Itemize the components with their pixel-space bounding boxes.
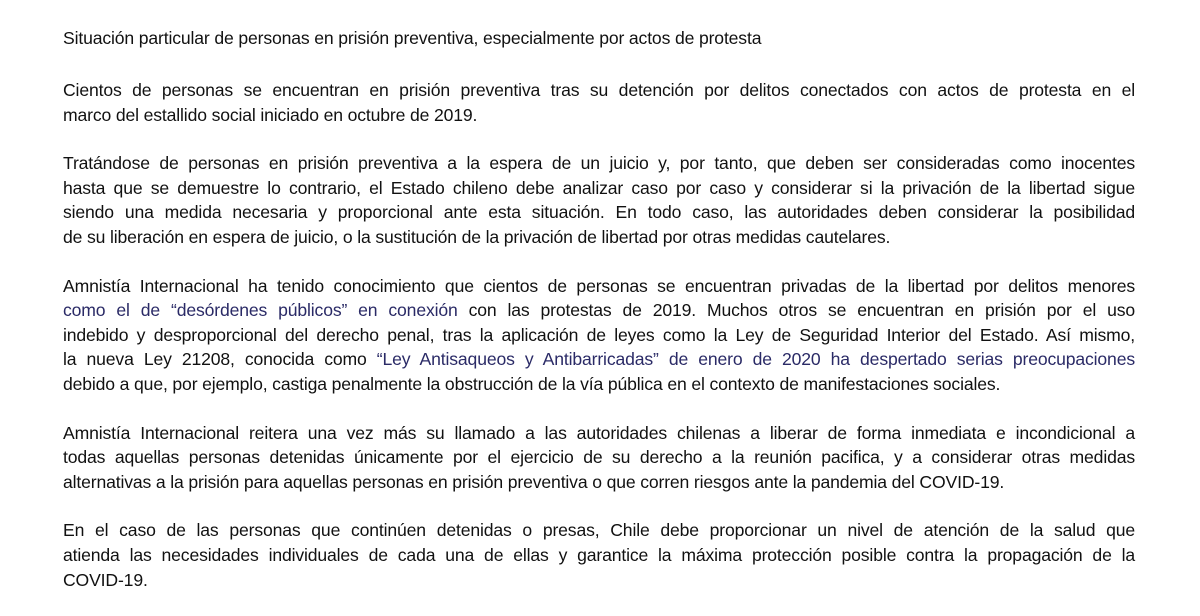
paragraph-line: Cientos de personas se encuentran en prisión preventiva tras su detención por delitos conectados con actos de protesta en el <box>63 80 1135 100</box>
paragraph-3 <box>63 274 1135 397</box>
paragraph-line: de su liberación en espera de juicio, o la sustitución de la privación de libertad por otras medidas cautelares. <box>63 226 891 247</box>
paragraph-line: siendo una medida necesaria y proporcional ante esta situación. En todo caso, las autoridades deben considerar la posibilidad <box>63 202 1135 223</box>
hyperlink-desordenes-publicos[interactable]: como el de “desórdenes públicos” en conexión <box>63 300 458 321</box>
paragraph-4 <box>63 421 1135 495</box>
paragraph-line: Amnistía Internacional ha tenido conocimiento que cientos de personas se encuentran privadas de la libertad por delitos menores <box>63 275 1135 296</box>
paragraph-line: Amnistía Internacional reitera una vez más su llamado a las autoridades chilenas a liberar de forma inmediata e incondicional a <box>63 422 1135 443</box>
paragraph-line: COVID-19. <box>63 569 148 590</box>
paragraph-line-text: la nueva Ley 21208, conocida como <box>63 349 377 370</box>
paragraph-line: todas aquellas personas detenidas únicamente por el ejercicio de su derecho a la reunión pacifica, y a considerar otras medidas <box>63 447 1135 468</box>
section-heading: Situación particular de personas en prisión preventiva, especialmente por actos de protesta <box>63 28 762 48</box>
paragraph-2 <box>63 151 1135 249</box>
paragraph-line: marco del estallido social iniciado en octubre de 2019. <box>63 104 478 125</box>
paragraph-line <box>63 298 1135 323</box>
paragraph-line: Tratándose de personas en prisión preventiva a la espera de un juicio y, por tanto, que deben ser consideradas como inocentes <box>63 153 1135 174</box>
paragraph-line-text: con las protestas de 2019. Muchos otros se encuentran en prisión por el uso <box>457 300 1135 321</box>
paragraph-line: debido a que, por ejemplo, castiga penalmente la obstrucción de la vía pública en el contexto de manifestaciones sociales. <box>63 373 1001 394</box>
paragraph-line: hasta que se demuestre lo contrario, el Estado chileno debe analizar caso por caso y considerar si la privación de la libertad sigue <box>63 177 1135 198</box>
paragraph-5 <box>63 518 1135 592</box>
paragraph-line: En el caso de las personas que continúen detenidas o presas, Chile debe proporcionar un nivel de atención de la salud que <box>63 520 1135 541</box>
paragraph-line <box>63 347 1135 372</box>
hyperlink-ley-antisaqueos[interactable]: “Ley Antisaqueos y Antibarricadas” de enero de 2020 ha despertado serias preocupaciones <box>376 349 1135 370</box>
paragraph-line: indebido y desproporcional del derecho penal, tras la aplicación de leyes como la Ley de Seguridad Interior del Estado. Así mismo, <box>63 324 1135 345</box>
paragraph-line: alternativas a la prisión para aquellas personas en prisión preventiva o que corren riesgos ante la pandemia del COVID-19. <box>63 471 1005 492</box>
document-page <box>63 26 1135 616</box>
paragraph-line: atienda las necesidades individuales de cada una de ellas y garantice la máxima protección posible contra la propagación de la <box>63 544 1135 565</box>
paragraph-1 <box>63 78 1135 127</box>
